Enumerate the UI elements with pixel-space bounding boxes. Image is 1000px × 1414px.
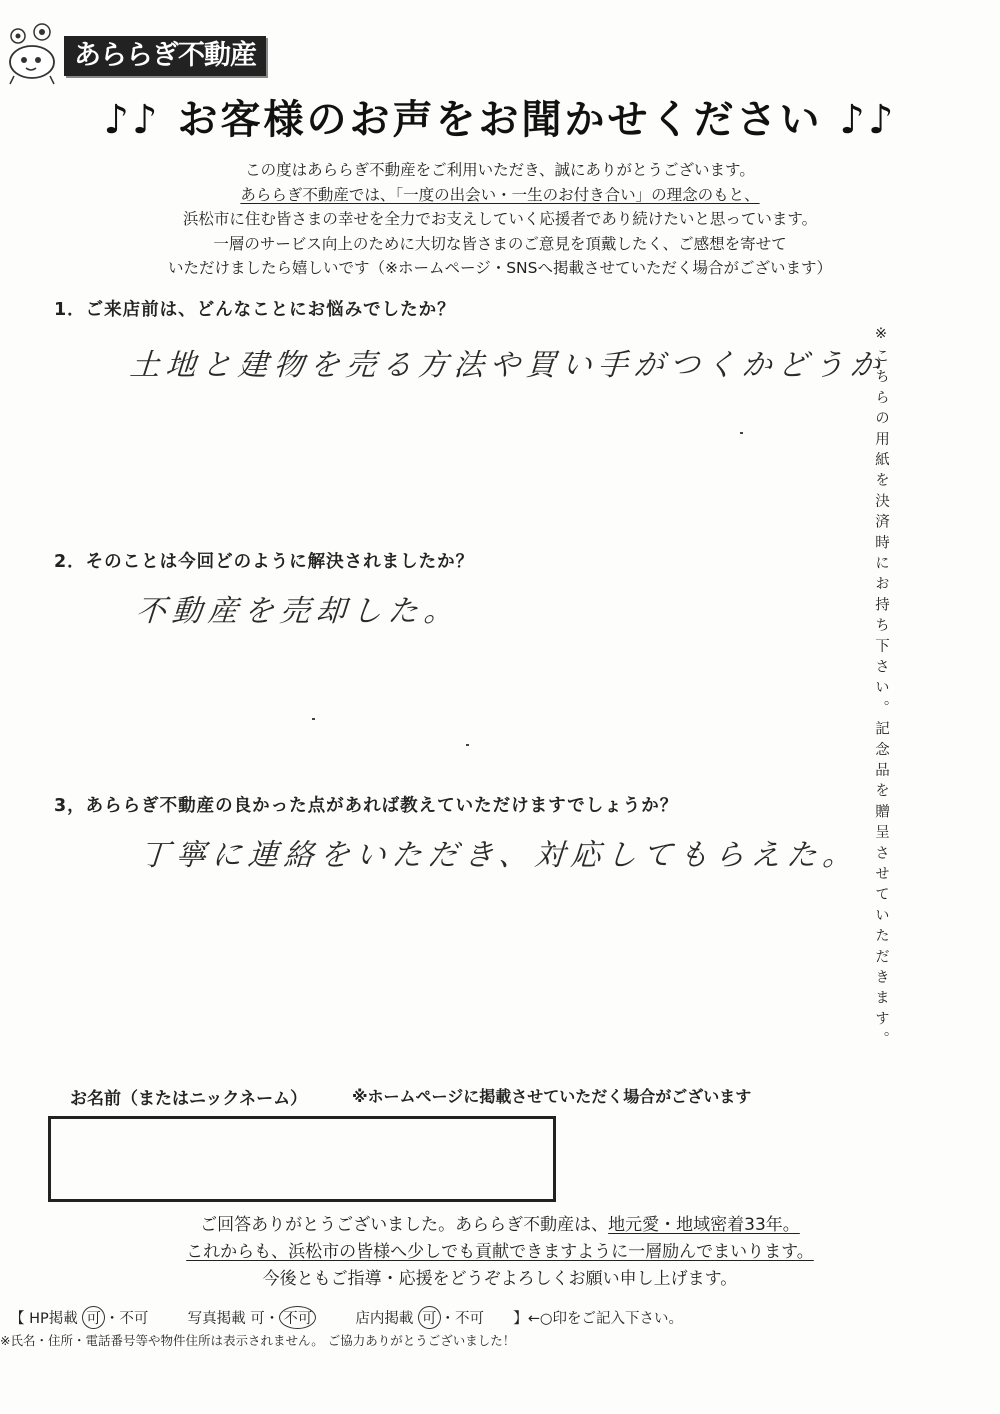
question-1: 1．ご来店前は、どんなことにお悩みでしたか？	[54, 300, 456, 320]
photo-label: 写真掲載	[187, 1311, 246, 1327]
store-label: 店内掲載	[355, 1311, 414, 1327]
intro-text	[80, 158, 920, 281]
closing-text	[80, 1212, 920, 1293]
hp-yes-option[interactable]: 可	[82, 1306, 105, 1329]
name-field[interactable]	[48, 1116, 556, 1202]
closing-line-3: 今後ともご指導・応援をどうぞよろしくお願い申し上げます。	[262, 1269, 738, 1289]
mascot-logo-icon	[4, 22, 64, 86]
consent-instruction: 】←○印をご記入下さい。	[513, 1311, 684, 1327]
hp-no-option[interactable]: ・不可	[104, 1311, 149, 1327]
intro-line-2: あららぎ不動産では、「一度の出会い・一生のお付き合い」の理念のもと、	[240, 185, 760, 204]
consent-open: 【	[10, 1311, 25, 1327]
store-no-option[interactable]: ・不可	[440, 1311, 485, 1327]
side-note: ※こちらの用紙を決済時にお持ち下さい。記念品を贈呈させていただきます。	[873, 326, 889, 1052]
intro-line-5: いただけましたら嬉しいです（※ホームページ・SNSへ掲載させていただく場合がございます）	[168, 259, 832, 277]
intro-line-3: 浜松市に住む皆さまの幸せを全力でお支えしていく応援者であり続けたいと思っています。	[182, 210, 818, 228]
name-label: お名前（またはニックネーム）	[70, 1089, 308, 1109]
closing-line-1b: 地元愛・地域密着33年。	[608, 1215, 800, 1235]
scan-speck	[740, 432, 743, 434]
footnote: ※氏名・住所・電話番号等や物件住所は表示されません。 ご協力ありがとうございました！	[0, 1333, 516, 1348]
closing-line-2: これからも、浜松市の皆様へ少しでも貢献できますように一層励んでまいります。	[186, 1242, 814, 1262]
scan-speck	[312, 718, 315, 720]
photo-yes-option[interactable]: 可・	[250, 1311, 280, 1327]
scan-speck	[466, 744, 469, 746]
answer-2: 不動産を売却した。	[134, 594, 461, 629]
hp-label: HP掲載	[29, 1311, 78, 1327]
question-3: 3，あららぎ不動産の良かった点があれば教えていただけますでしょうか？	[54, 796, 679, 816]
photo-no-option[interactable]: 不可	[279, 1306, 316, 1329]
page-title: ♪♪ お客様のお声をお聞かせください ♪♪	[103, 97, 897, 143]
answer-1: 土地と建物を売る方法や買い手がつくかどうか	[128, 348, 887, 383]
intro-line-4: 一層のサービス向上のために大切な皆さまのご意見を頂戴したく、ご感想を寄せて	[213, 234, 787, 253]
store-yes-option[interactable]: 可	[418, 1306, 441, 1329]
closing-line-1a: ご回答ありがとうございました。あららぎ不動産は、	[200, 1215, 609, 1235]
question-2: 2．そのことは今回どのように解決されましたか？	[54, 552, 475, 572]
intro-line-1: この度はあららぎ不動産をご利用いただき、誠にありがとうございます。	[245, 161, 755, 179]
answer-3: 丁寧に連絡をいただき、対応してもらえた。	[138, 838, 860, 873]
brand-logo: あららぎ不動産	[64, 36, 266, 76]
name-note: ※ホームページに掲載させていただく場合がございます	[352, 1087, 752, 1106]
closing-line-1	[80, 1212, 920, 1239]
consent-row	[10, 1306, 683, 1329]
